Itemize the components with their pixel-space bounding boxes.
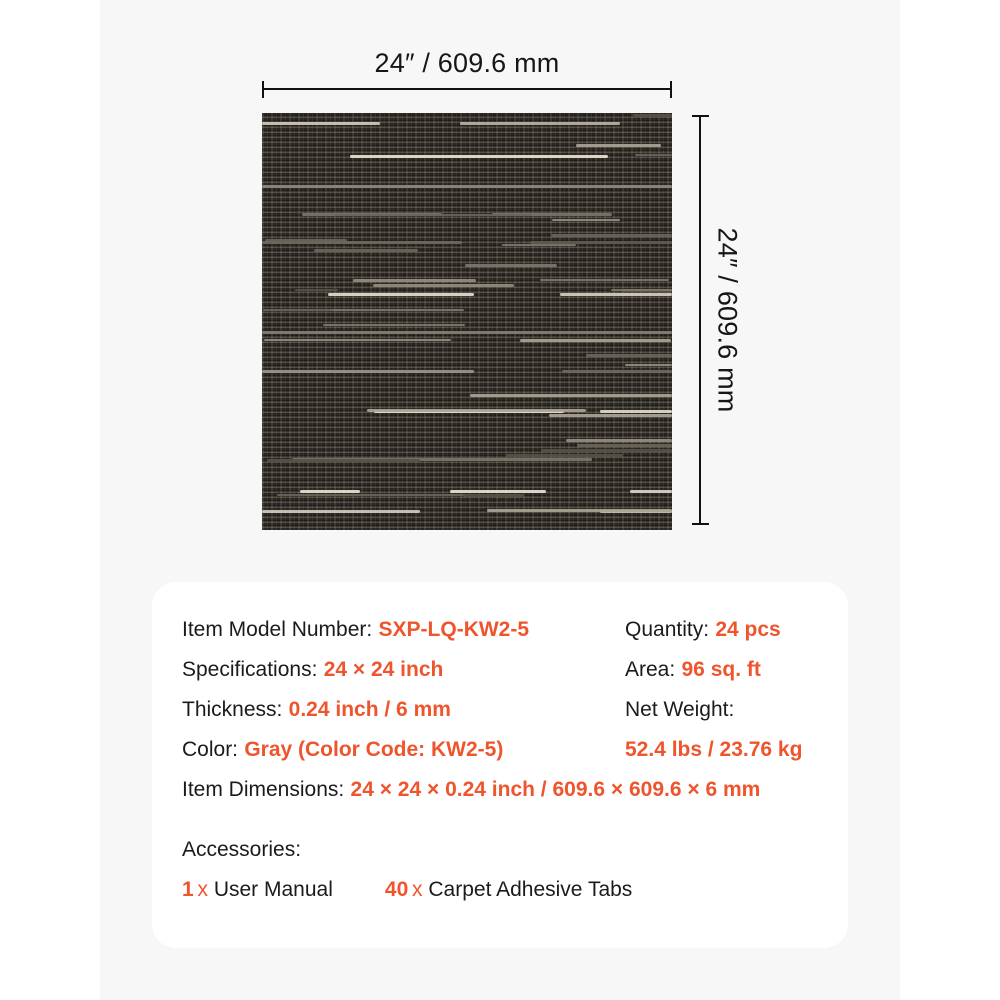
spec-panel <box>152 582 848 948</box>
accessory1-x: x <box>197 878 208 901</box>
color-label: Color: <box>182 738 239 761</box>
accessories-list <box>182 870 818 910</box>
net-weight-label: Net Weight: <box>625 698 735 721</box>
area-label: Area: <box>625 658 676 681</box>
spec-row-specifications-area <box>182 650 818 690</box>
area-value: 96 sq. ft <box>681 658 761 681</box>
thickness-value: 0.24 inch / 6 mm <box>288 698 451 721</box>
quantity-label: Quantity: <box>625 618 710 641</box>
carpet-tile-image <box>262 113 672 530</box>
specifications-value: 24 × 24 inch <box>323 658 444 681</box>
spec-quantity <box>625 610 818 650</box>
spec-item-dimensions <box>182 770 760 810</box>
net-weight-value: 52.4 lbs / 23.76 kg <box>625 738 803 761</box>
spec-item-model <box>182 610 625 650</box>
accessory1-qty: 1 <box>182 878 194 901</box>
spec-net-weight-value <box>625 730 818 770</box>
width-dimension-label: 24″ / 609.6 mm <box>374 48 560 78</box>
thickness-label: Thickness: <box>182 698 283 721</box>
spec-specifications <box>182 650 625 690</box>
accessory2-x: x <box>412 878 423 901</box>
spec-row-thickness-netweight <box>182 690 818 730</box>
quantity-value: 24 pcs <box>715 618 781 641</box>
spec-row-item-dimensions <box>182 770 818 810</box>
accessory-adhesive-tabs <box>385 870 632 910</box>
specifications-label: Specifications: <box>182 658 318 681</box>
item-dimensions-value: 24 × 24 × 0.24 inch / 609.6 × 609.6 × 6 mm <box>350 778 761 801</box>
item-model-value: SXP-LQ-KW2-5 <box>378 618 530 641</box>
height-dimension-label: 24″ / 609.6 mm <box>712 227 743 413</box>
item-dimensions-label: Item Dimensions: <box>182 778 345 801</box>
spec-color <box>182 730 625 770</box>
color-value: Gray (Color Code: KW2-5) <box>244 738 504 761</box>
spec-row-model-quantity <box>182 610 818 650</box>
accessory2-qty: 40 <box>384 878 409 901</box>
accessory-user-manual <box>182 870 333 910</box>
height-dimension-line <box>692 115 709 525</box>
spec-area <box>625 650 818 690</box>
item-model-label: Item Model Number: <box>182 618 373 641</box>
accessories-heading: Accessories: <box>182 838 302 861</box>
spec-thickness <box>182 690 625 730</box>
accessory2-name: Carpet Adhesive Tabs <box>428 878 633 901</box>
spec-net-weight <box>625 690 818 730</box>
spec-row-color-netweightvalue <box>182 730 818 770</box>
accessory1-name: User Manual <box>213 878 333 901</box>
width-dimension-line <box>262 81 672 98</box>
